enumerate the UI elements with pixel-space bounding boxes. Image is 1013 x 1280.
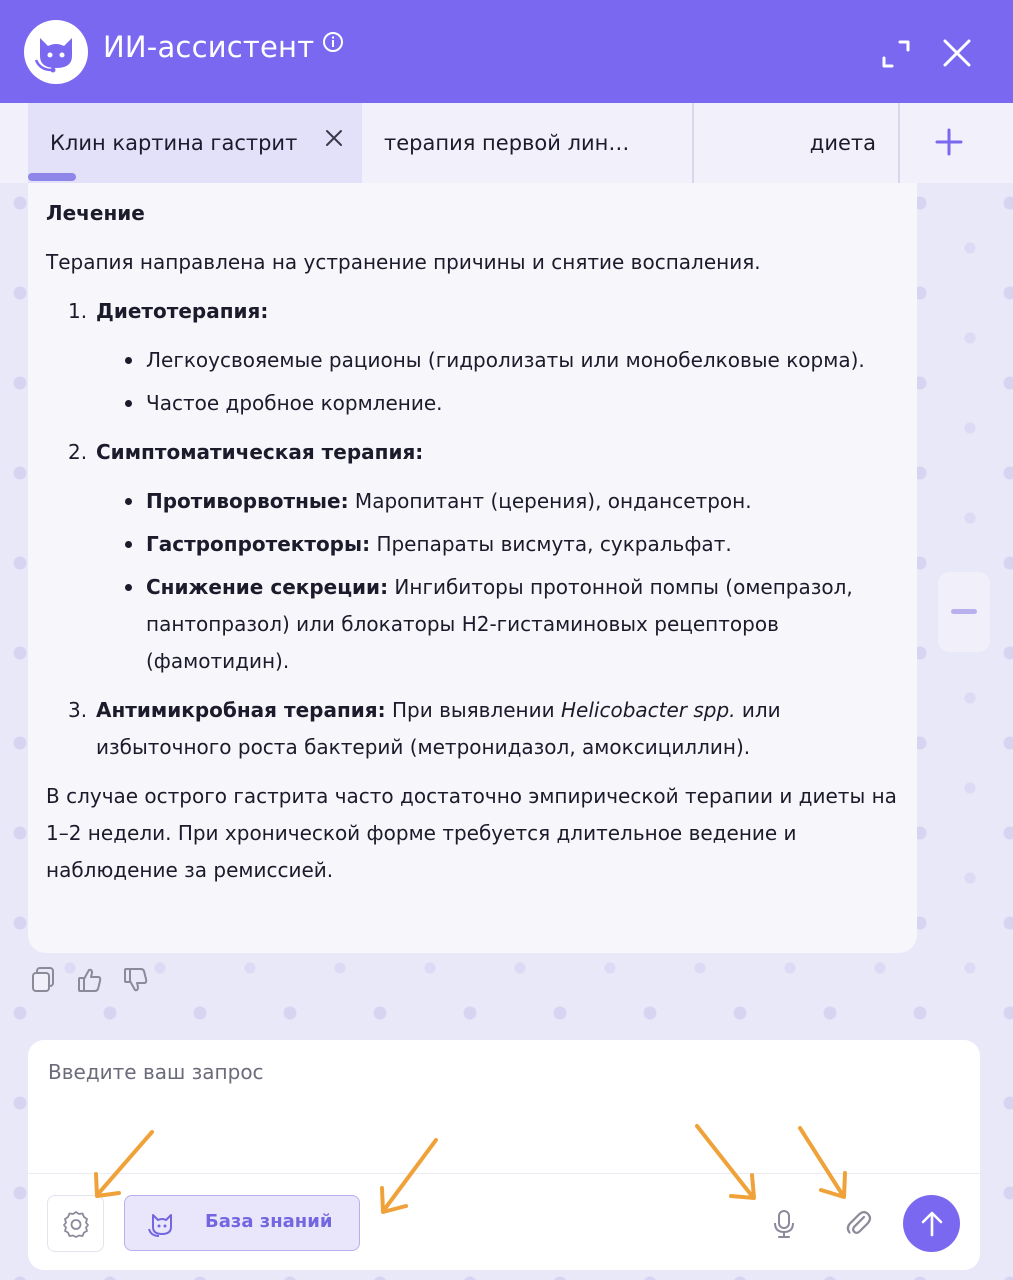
minus-icon bbox=[951, 609, 977, 615]
info-icon[interactable] bbox=[322, 31, 344, 53]
collapse-button[interactable] bbox=[938, 572, 990, 652]
message-heading: Лечение bbox=[46, 201, 145, 225]
gear-icon bbox=[61, 1209, 91, 1239]
item-number: 3. bbox=[68, 698, 88, 722]
knowledge-base-button[interactable] bbox=[124, 1195, 360, 1251]
item-text: или избыточного роста бактерий (метронидазол, амоксициллин). bbox=[96, 698, 781, 759]
input-panel bbox=[28, 1040, 980, 1270]
paperclip-icon[interactable] bbox=[842, 1207, 874, 1239]
cat-logo-icon bbox=[32, 28, 80, 76]
message-intro: Терапия направлена на устранение причины и снятие воспаления. bbox=[46, 250, 761, 274]
scroll-indicator bbox=[28, 173, 76, 181]
tab-klin-kartina[interactable] bbox=[28, 103, 362, 183]
tab-label: терапия первой лин… bbox=[384, 131, 630, 155]
item-title: Диетотерапия: bbox=[96, 299, 269, 323]
close-icon[interactable] bbox=[942, 38, 972, 68]
sub-list-item bbox=[96, 526, 897, 563]
bullet-bold: Снижение секреции: bbox=[146, 575, 389, 599]
bullet-bold: Противорвотные: bbox=[146, 489, 349, 513]
item-number: 1. bbox=[68, 299, 88, 323]
item-italic: Helicobacter spp. bbox=[561, 698, 736, 722]
sub-list-item: Легкоусвояемые рационы (гидролизаты или монобелковые корма). bbox=[96, 342, 897, 379]
list-item bbox=[46, 692, 897, 766]
sub-list-item: Частое дробное кормление. bbox=[96, 385, 897, 422]
knowledge-base-label: База знаний bbox=[205, 1211, 333, 1232]
sub-list bbox=[96, 342, 897, 422]
bullet-text: Препараты висмута, сукральфат. bbox=[370, 532, 732, 556]
cat-book-icon bbox=[147, 1209, 177, 1239]
bullet-bold: Гастропротекторы: bbox=[146, 532, 371, 556]
thumbs-down-icon[interactable] bbox=[122, 966, 150, 996]
assistant-logo bbox=[24, 20, 88, 84]
query-input[interactable] bbox=[48, 1060, 948, 1170]
app-title: ИИ-ассистент bbox=[103, 30, 315, 64]
tab-terapiya[interactable] bbox=[362, 103, 694, 183]
treatment-list bbox=[46, 293, 897, 766]
item-title: Антимикробная терапия: bbox=[96, 698, 386, 722]
sub-list-item bbox=[96, 569, 897, 680]
message-outro: В случае острого гастрита часто достаточно эмпирической терапии и диеты на 1–2 недели. При хронической форме требуется длительное ведение и наблюдение за ремиссией. bbox=[46, 784, 897, 882]
item-number: 2. bbox=[68, 440, 88, 464]
bullet-text: Маропитант (церения), ондансетрон. bbox=[348, 489, 752, 513]
bullet-text: Ингибиторы протонной помпы (омепразол, пантопразол) или блокаторы H2-гистаминовых рецепторов (фамотидин). bbox=[146, 575, 853, 673]
expand-icon[interactable] bbox=[880, 38, 912, 70]
add-tab-icon[interactable] bbox=[934, 127, 964, 157]
list-item bbox=[46, 434, 897, 680]
list-item bbox=[46, 293, 897, 422]
tab-bar bbox=[0, 103, 1013, 183]
tab-dieta[interactable] bbox=[696, 103, 900, 183]
settings-button[interactable] bbox=[47, 1195, 104, 1252]
send-button[interactable] bbox=[903, 1195, 960, 1252]
divider bbox=[28, 1173, 980, 1174]
copy-icon[interactable] bbox=[30, 966, 58, 996]
arrow-up-icon bbox=[920, 1211, 944, 1237]
microphone-icon[interactable] bbox=[770, 1208, 798, 1240]
tab-close-icon[interactable] bbox=[324, 128, 344, 148]
app-header bbox=[0, 0, 1013, 103]
thumbs-up-icon[interactable] bbox=[76, 966, 104, 996]
item-title: Симптоматическая терапия: bbox=[96, 440, 424, 464]
tab-label: диета bbox=[809, 131, 876, 155]
sub-list bbox=[96, 483, 897, 680]
sub-list-item bbox=[96, 483, 897, 520]
assistant-message bbox=[28, 183, 917, 953]
item-text: При выявлении bbox=[385, 698, 561, 722]
tab-label: Клин картина гастрит bbox=[50, 131, 298, 155]
